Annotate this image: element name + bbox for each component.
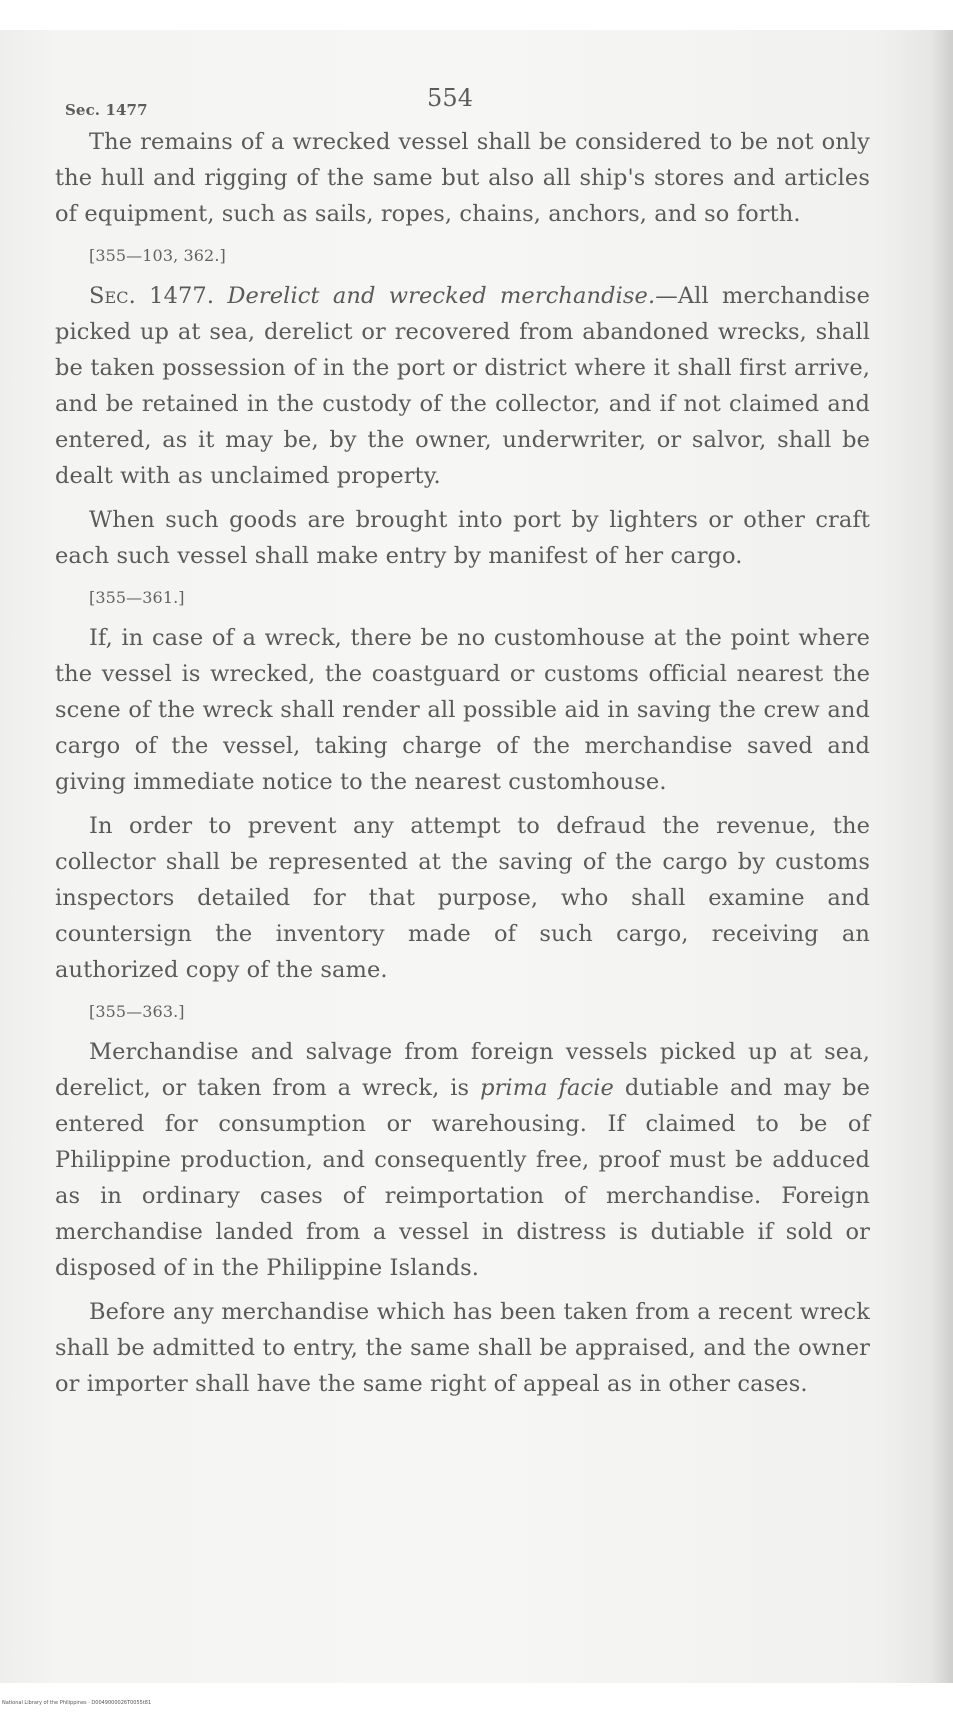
- page-edge-shadow: [931, 30, 953, 1683]
- page-header: [55, 78, 870, 124]
- page-number: 554: [427, 84, 474, 112]
- section-number: Sec. 1477.: [89, 283, 215, 309]
- citation-ref-2: [355—361.]: [89, 588, 185, 607]
- paragraph-remains: The remains of a wrecked vessel shall be considered to be not only the hull and rigging of the same but also all ship's stores and articles of equipment, such as sails, ropes, chains, anchors, and so forth.: [55, 129, 870, 227]
- paragraph-revenue: In order to prevent any attempt to defraud the revenue, the collector shall be represented at the saving of the cargo by customs inspectors detailed for that purpose, who shall examine and countersign the inventory made of such cargo, receiving an authorized copy of the same.: [55, 813, 870, 983]
- section-title: Derelict and wrecked merchandise.: [227, 283, 656, 309]
- section-text: —All merchandise picked up at sea, derelict or recovered from abandoned wrecks, shall be taken possession of in the port or district where it shall first arrive, and be retained in the custody of the collector, and if not claimed and entered, as it may be, by the owner, underwriter, or salvor, shall be dealt with as unclaimed property.: [55, 283, 870, 489]
- section-label: Sec. 1477: [65, 101, 148, 119]
- paragraph-lighters: When such goods are brought into port by lighters or other craft each such vessel shall make entry by manifest of her cargo.: [55, 507, 870, 569]
- paragraph-salvage: [55, 1034, 870, 1286]
- source-footer: National Library of the Philippines · D0049000026T0055t81: [2, 1700, 152, 1706]
- paragraph-appraisal: Before any merchandise which has been taken from a recent wreck shall be admitted to entry, the same shall be appraised, and the owner or importer shall have the same right of appeal as in other cases.: [55, 1299, 870, 1397]
- citation-ref-1: [355—103, 362.]: [89, 246, 226, 265]
- citation-ref-3: [355—363.]: [89, 1002, 185, 1021]
- salvage-text-b: dutiable and may be entered for consumption or warehousing. If claimed to be of Philippine production, and consequently free, proof must be adduced as in ordinary cases of reimportation of merchandise. Foreign merchandise landed from a vessel in distress is dutiable if sold or disposed of in the Philippine Islands.: [55, 1075, 870, 1281]
- prima-facie-text: prima facie: [480, 1075, 614, 1101]
- paragraph-section-1477: [55, 278, 870, 494]
- paragraph-customhouse: If, in case of a wreck, there be no customhouse at the point where the vessel is wrecked, the coastguard or customs official nearest the scene of the wreck shall render all possible aid in saving the crew and cargo of the vessel, taking charge of the merchandise saved and giving immediate notice to the nearest customhouse.: [55, 625, 870, 795]
- page-text: [55, 78, 870, 1410]
- salvage-text-a: Merchandise and salvage from foreign vessels picked up at sea, derelict, or taken from a wreck, is: [55, 1039, 870, 1101]
